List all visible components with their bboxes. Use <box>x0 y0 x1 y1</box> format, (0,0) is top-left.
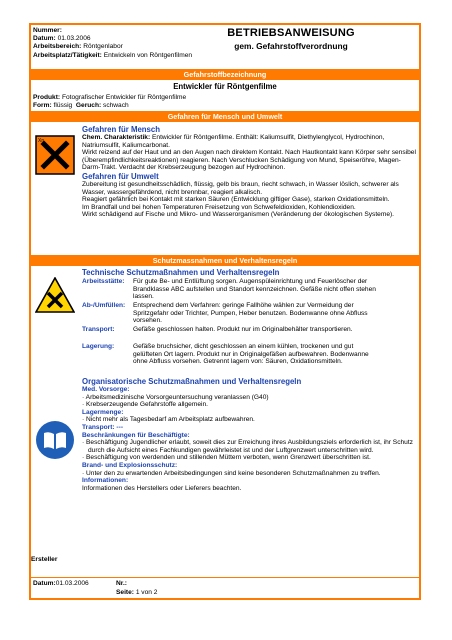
document-title: BETRIEBSANWEISUNG <box>227 27 355 39</box>
ersteller-label: Ersteller <box>31 556 58 563</box>
organisatorisch-heading: Organisatorische Schutzmaßnahmen und Verhaltensregeln <box>82 377 302 386</box>
technisch-row-transport <box>82 326 418 342</box>
lager-item-1: Nicht mehr als Tagesbedarf am Arbeitsplatz aufbewahren. <box>86 416 255 424</box>
footer-seite-value: 1 von 2 <box>135 589 158 596</box>
technisch-row-value: Gefäße bruchsicher, dicht geschlossen an einem kühlen, trockenen und gut gelüfteten Ort lagern. Produkt nur in Originalgefäßen aufbewahren. Bodenwanne ohne Abfluss vorsehen. Getrennt lagern von: Säuren, Oxidationsmitteln. <box>133 343 369 366</box>
umwelt-text-2: Reagiert gefährlich bei Kontakt mit starken Säuren (Entwicklung giftiger Gase), starken Oxidationsmitteln. <box>82 196 390 204</box>
read-instructions-icon <box>35 420 75 460</box>
gefahren-mensch-heading: Gefahren für Mensch <box>82 125 160 134</box>
arbeitsbereich-label: Arbeitsbereich: <box>33 43 82 51</box>
form-value: flüssig <box>53 101 73 109</box>
brand-label: Brand- und Explosionsschutz: <box>82 461 178 469</box>
technisch-row-arbeitsstaette <box>82 278 418 300</box>
footer-seite <box>116 589 157 597</box>
med-item-2: Krebserzeugende Gefahrstoffe allgemein. <box>86 401 208 409</box>
gefahren-text <box>82 125 418 219</box>
med-label: Med. Vorsorge: <box>82 386 130 393</box>
document-page <box>29 23 421 600</box>
stoff-details <box>33 94 419 109</box>
chem-text: Entwickler für Röntgenfilme. Enthält: Kaliumsulfit, Diethylenglycol, Hydrochinon, Natriumsulfit, Kaliumcarbonat. <box>82 134 385 149</box>
technisch-row-label: Transport: <box>82 326 115 333</box>
technisch-row-value: Entsprechend dem Verfahren: geringe Fallhöhe wählen zur Vermeidung der Spritzgefahr oder Trichter, Pumpen, Heber benutzen. Bodenwanne ohne Abfluss vorsehen. <box>133 302 368 325</box>
gefahren-umwelt-heading: Gefahren für Umwelt <box>82 171 159 181</box>
arbeitsplatz-value: Entwickeln von Röntgenfilmen <box>103 51 193 59</box>
section-bar-stoff: Gefahrstoffbezeichnung <box>31 69 419 80</box>
document-header <box>31 25 419 67</box>
umwelt-text-1: Zubereitung ist gesundheitsschädlich, flüssig, gelb bis braun, riecht schwach, in Wasser löslich, schwerer als Wasser, wassergefährdend, nicht brennbar, reagiert alkalisch. <box>82 180 399 196</box>
section-bar-schutz: Schutzmassnahmen und Verhaltensregeln <box>31 255 419 266</box>
technisch-row-lagerung <box>82 343 418 373</box>
footer-datum-label: Datum: <box>33 580 56 587</box>
organisatorisch-section: Organisatorische Schutzmaßnahmen und Verhaltensregeln Med. Vorsorge: · Arbeitsmedizinische Vorsorgeuntersuchung veranlassen (G40) · Krebserzeugende Gefahrstoffe allgemein. Lagermenge: · Nicht mehr als Tagesbedarf am Arbeitsplatz aufbewahren. Transport: --- Beschränkungen für Beschäftigte: · Beschäftigung Jugendlicher erlaubt, soweit dies zur Erreichung ihres Ausbildungsziels erforderlich ist, ihr Schutz durch die Aufsicht eines Fachkundigen gewährleistet ist und der Luftgrenzwert unterschritten wird. · Beschäftigung von werdenden und stillenden Müttern verboten, wenn Grenzwert überschritten ist. Brand- und Explosionsschutz: · Unter den zu erwartenden Arbeitsbedingungen sind keine besonderen Schutzmaßnahmen zu treffen. Informationen: Informationen des Herstellers oder Lieferers beachten. <box>82 377 416 492</box>
xn-label: Xn <box>38 138 45 144</box>
datum-label: Datum: <box>33 35 56 43</box>
nummer-label: Nummer: <box>33 27 62 34</box>
footer-nr <box>116 580 127 588</box>
footer-datum <box>33 580 89 588</box>
umwelt-text-3: Im Brandfall und bei hohen Temperaturen Freisetzung von Schwefeldioxiden, Kohlendioxiden. <box>82 203 356 211</box>
technisch-row-label: Ab-/Umfüllen: <box>82 302 126 309</box>
wirkung-text: Wirkt reizend auf der Haut und an den Augen nach direktem Kontakt. Nach Hautkontakt kann Körper sehr sensibel (Überempfindlichkeitsreaktionen) reagieren. Nach Verschlucken Schädigung von Mund, Speiseröhre, Magen-Darm-Trakt. Verdacht der Krebserzeugung bezogen auf Hydrochinon. <box>82 149 416 172</box>
technisch-row-value: Für gute Be- und Entlüftung sorgen. Augenspüleinrichtung und Feuerlöscher der Brandklasse ABC aufstellen und Standort kennzeichnen. Gefäße nicht offen stehen lassen. <box>133 278 376 301</box>
document-subtitle: gem. Gefahrstoffverordnung <box>234 41 348 51</box>
footer-seite-label: Seite: <box>116 589 134 596</box>
beschr-label: Beschränkungen für Beschäftigte: <box>82 431 190 439</box>
technisch-row-label: Lagerung: <box>82 343 115 350</box>
xn-harmful-icon <box>35 135 75 175</box>
geruch-label: Geruch: <box>75 101 102 109</box>
footer-nr-label: Nr.: <box>116 580 127 587</box>
stoff-name: Entwickler für Röntgenfilme <box>173 82 277 91</box>
med-item-1: Arbeitsmedizinische Vorsorgeuntersuchung veranlassen (G40) <box>85 393 269 401</box>
arbeitsbereich-value: Röntgenlabor <box>83 43 123 51</box>
footer-datum-value: 01.03.2006 <box>55 580 89 587</box>
lager-label: Lagermenge: <box>82 408 124 416</box>
chem-label: Chem. Charakteristik: <box>82 134 151 141</box>
technisch-heading: Technische Schutzmaßnahmen und Verhaltensregeln <box>82 268 280 277</box>
datum-value: 01.03.2006 <box>57 35 91 43</box>
arbeitsplatz-label: Arbeitsplatz/Tätigkeit: <box>33 51 102 59</box>
section-bar-gefahren: Gefahren für Mensch und Umwelt <box>31 111 419 122</box>
warning-triangle-icon <box>35 277 75 313</box>
beschr-item-1: Beschäftigung Jugendlicher erlaubt, soweit dies zur Erreichung ihres Ausbildungsziels erforderlich ist, ihr Schutz durch die Aufsicht eines Fachkundigen gewährleistet ist und der Luftgrenzwert unterschritten wird. <box>86 439 413 454</box>
technisch-row-value: Gefäße geschlossen halten. Produkt nur im Originalbehälter transportieren. <box>133 326 353 333</box>
produkt-label: Produkt: <box>33 94 61 101</box>
transport-label: Transport: --- <box>82 423 124 431</box>
produkt-value: Fotografischer Entwickler für Röntgenfilme <box>61 94 187 101</box>
info-item-1: Informationen des Herstellers oder Lieferers beachten. <box>82 484 242 492</box>
technisch-row-label: Arbeitsstätte: <box>82 278 125 285</box>
technisch-row-abfuellen <box>82 302 418 324</box>
umwelt-text-4: Wirkt schädigend auf Fische und Mikro- und Wasserorganismen (Veränderung der ökologischen Systeme). <box>82 211 395 219</box>
brand-item-1: Unter den zu erwartenden Arbeitsbedingungen sind keine besonderen Schutzmaßnahmen zu treffen. <box>86 469 381 477</box>
beschr-item-2: Beschäftigung von werdenden und stillenden Müttern verboten, wenn Grenzwert überschritten ist. <box>86 454 371 462</box>
geruch-value: schwach <box>103 101 129 109</box>
technisch-heading-wrap <box>82 268 418 277</box>
form-label: Form: <box>33 101 52 109</box>
info-label: Informationen: <box>82 477 129 485</box>
document-footer <box>31 556 419 598</box>
